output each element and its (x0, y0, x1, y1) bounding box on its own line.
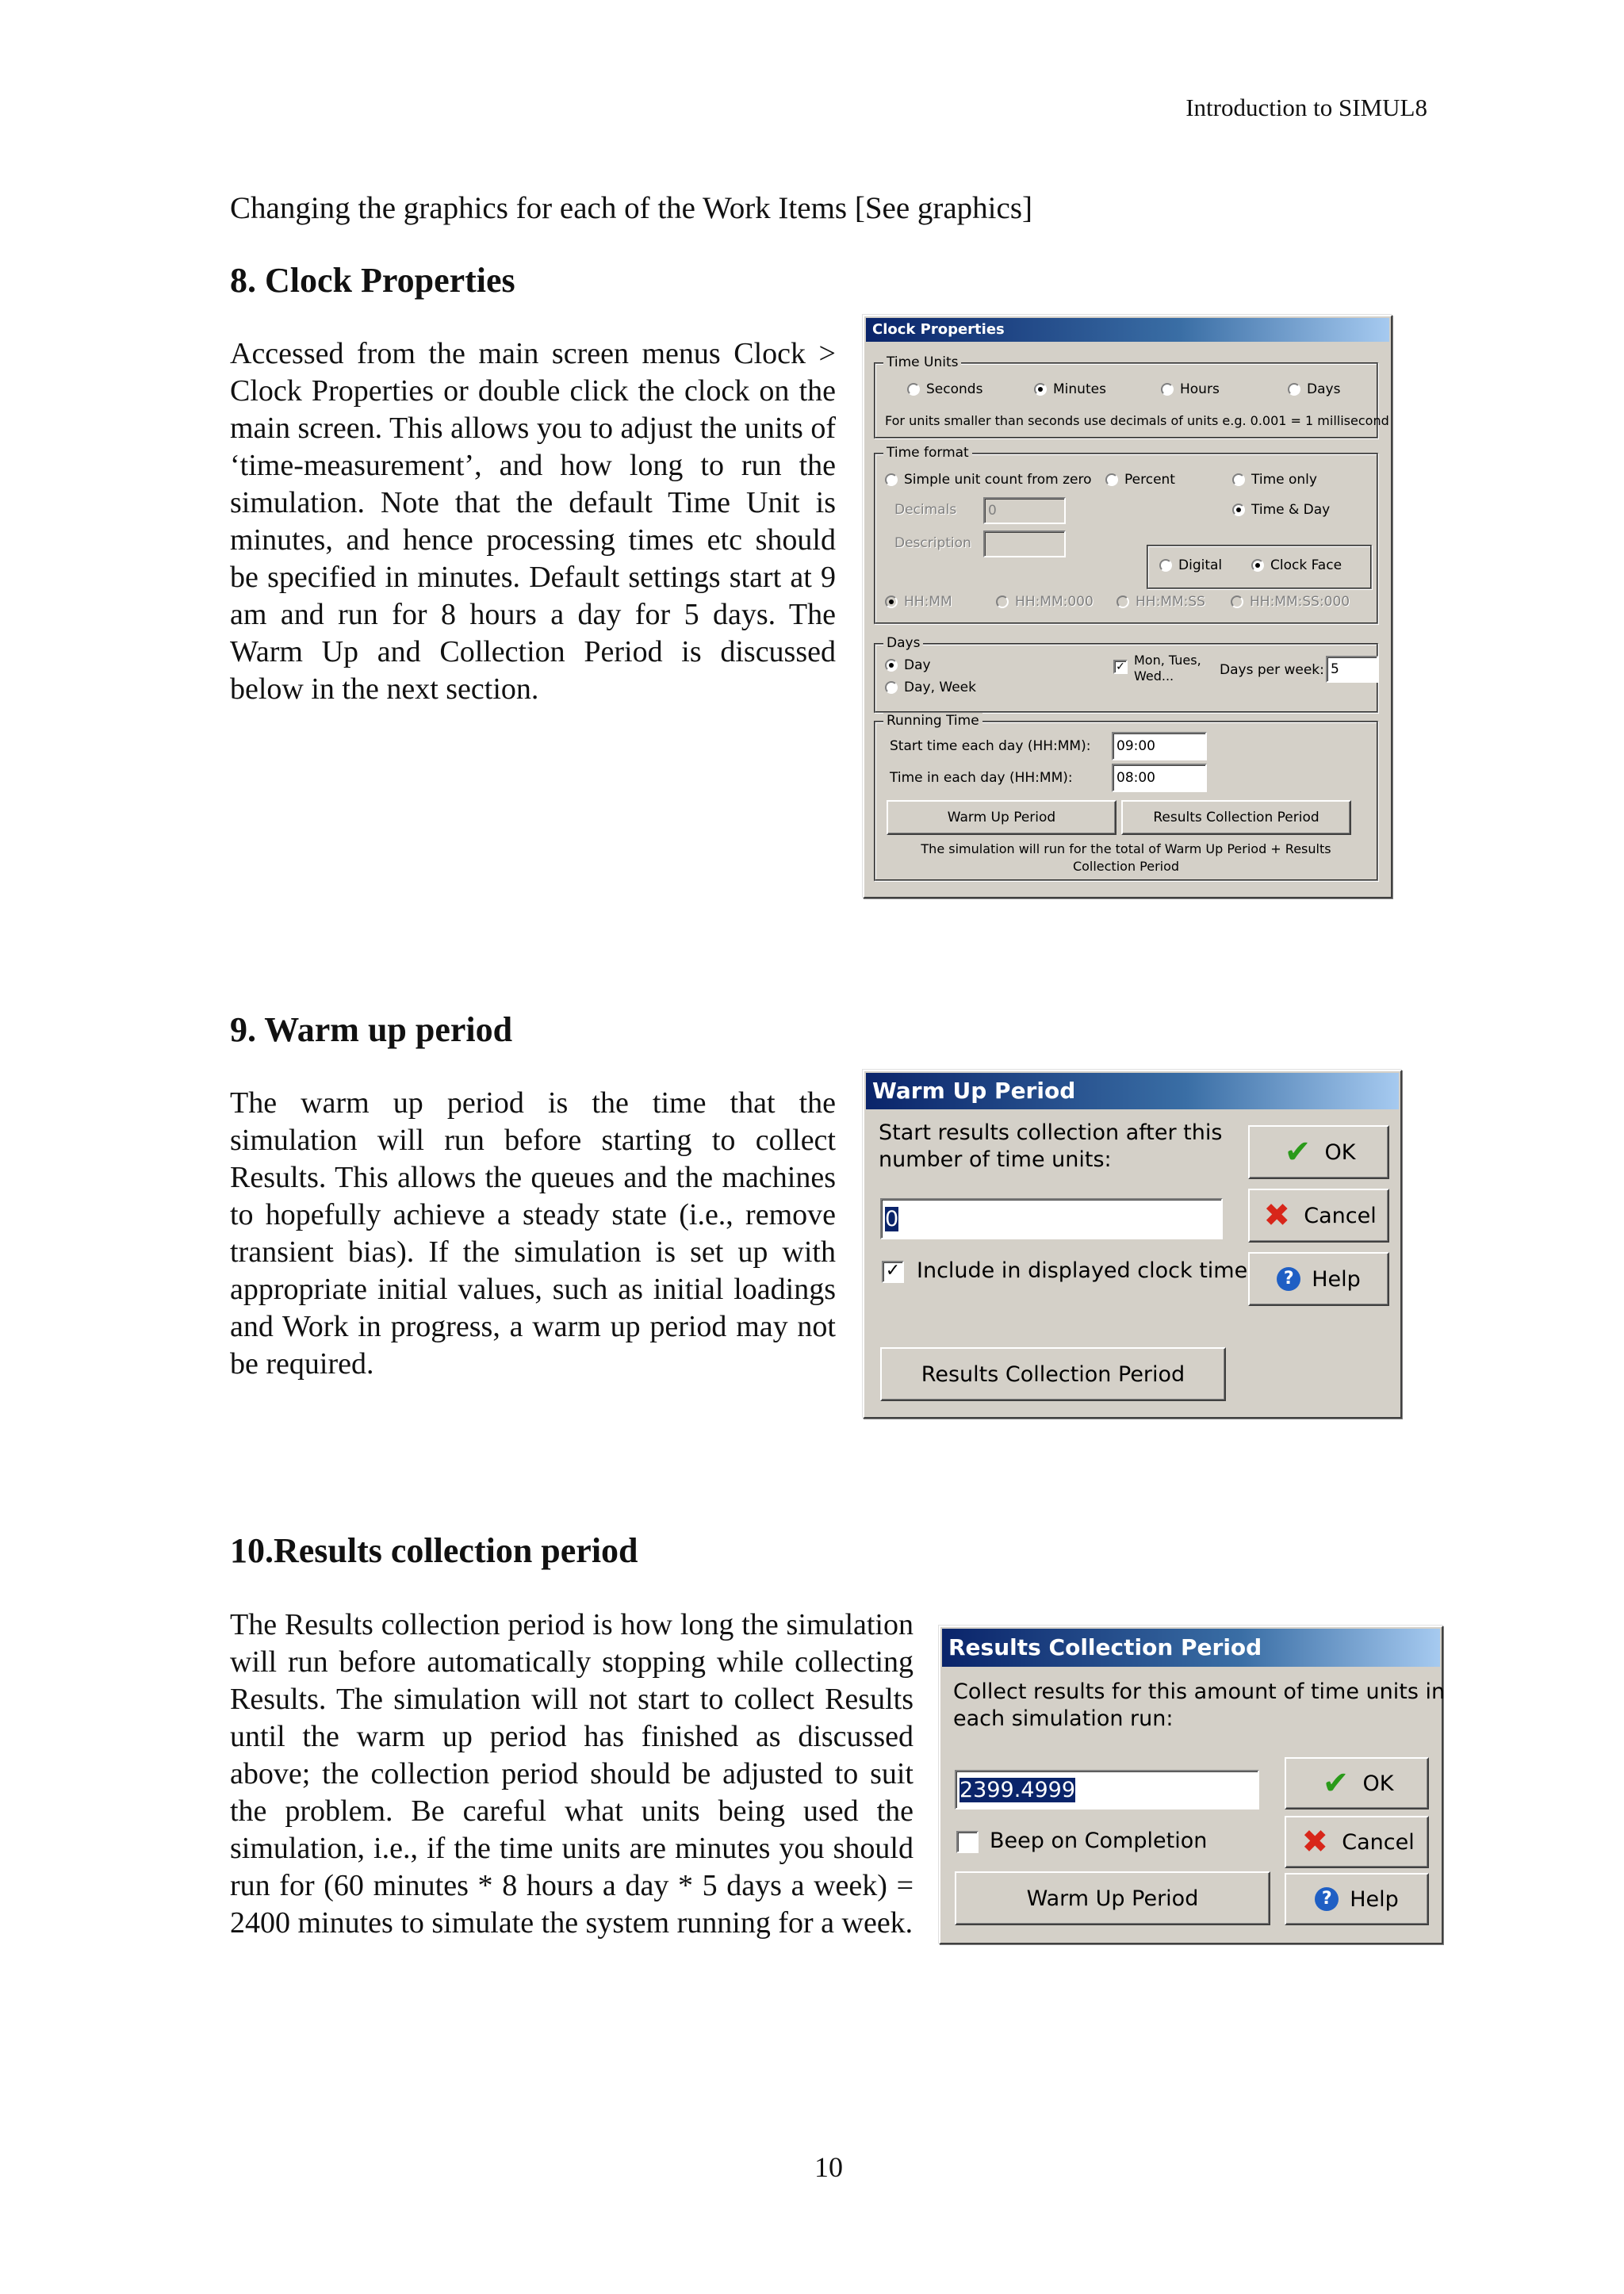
beep-on-completion-checkbox[interactable] (956, 1829, 979, 1853)
lead-text: Changing the graphics for each of the Work Items [See graphics] (230, 191, 1032, 225)
format-hhmmss-radio[interactable]: HH:MM:SS (1116, 594, 1205, 610)
wed-label: Wed... (1134, 668, 1174, 684)
running-time-group-title: Running Time (883, 713, 982, 729)
section-body-warmup: The warm up period is the time that the simulation will run before starting to collect Results. This allows the queues and the machines to hopefully achieve a steady state (i.e., remove transient bias). If the simulation is set up with appropriate initial values, such as initial loadings and Work in progress, a warm up period may not be required. (230, 1086, 836, 1381)
check-icon: ✔ (1284, 1134, 1312, 1170)
warm-up-value-field[interactable] (880, 1198, 1223, 1239)
radio-icon (885, 681, 898, 694)
warm-up-period-button[interactable] (955, 1871, 1270, 1925)
radio-icon (1116, 596, 1129, 608)
format-percent-radio[interactable]: Percent (1105, 472, 1175, 488)
mon-tues-wed-checkbox[interactable] (1113, 659, 1128, 675)
section-body-results: The Results collection period is how long the simulation will run before automatically stopping while collecting Results. The simulation will not start to collect Results until the warm up period has finished as discussed above; the collection period should be adjusted to suit the problem. Be careful what units being used the simulation, i.e., if the time units are minutes you should run for (60 minutes * 8 hours a day * 5 days a week) = 2400 minutes to simulate the system running for a week. (230, 1608, 914, 1940)
time-units-group (874, 354, 1389, 439)
format-time-only-radio[interactable]: Time only (1232, 472, 1317, 488)
warm-up-period-button-label: Warm Up Period (1026, 1886, 1199, 1911)
radio-selected-icon (1034, 383, 1047, 396)
ok-button[interactable] (1248, 1125, 1389, 1179)
question-icon: ? (1277, 1267, 1300, 1291)
days-group (874, 635, 1378, 713)
days-per-week-label: Days per week: (1220, 662, 1324, 678)
radio-selected-icon (885, 596, 898, 608)
results-prompt-line-1: Collect results for this amount of time units in (953, 1679, 1446, 1704)
section-body-clock: Accessed from the main screen menus Clock > Clock Properties or double click the clock on the main screen. This allows you to adjust the units of ‘time-measurement’, and how long to run the simulation. Note that the default Time Unit is minutes, and hence processing times etc should be specified in minutes. Default settings start at 9 am and run for 8 hours a day for 5 days. The Warm Up and Collection Period is discussed below in the next section. (230, 337, 836, 706)
footer-note-line-1: The simulation will run for the total of Warm Up Period + Results (921, 841, 1331, 856)
mon-tues-label: Mon, Tues, (1134, 653, 1201, 668)
results-value-field[interactable] (955, 1770, 1259, 1810)
x-icon: ✖ (1301, 1824, 1329, 1860)
day-radio[interactable]: Day (885, 657, 931, 673)
radio-icon (996, 596, 1009, 608)
unit-minutes-radio[interactable]: Minutes (1034, 381, 1106, 397)
running-time-group (874, 713, 1378, 881)
ok-button-label: OK (1362, 1771, 1394, 1796)
format-simple-radio[interactable]: Simple unit count from zero (885, 472, 1092, 488)
results-prompt-line-2: each simulation run: (953, 1706, 1174, 1731)
clock-style-group (1147, 545, 1372, 589)
results-value-text: 2399.4999 (959, 1777, 1076, 1802)
radio-icon (907, 383, 920, 396)
unit-days-radio[interactable]: Days (1288, 381, 1340, 397)
results-collection-period-button[interactable] (880, 1347, 1226, 1401)
radio-selected-icon (1251, 559, 1264, 572)
day-week-radio[interactable]: Day, Week (885, 680, 976, 695)
cancel-button[interactable] (1285, 1816, 1429, 1868)
help-button-label: Help (1312, 1266, 1361, 1292)
time-each-day-label: Time in each day (HH:MM): (890, 770, 1073, 786)
radio-icon (1231, 596, 1243, 608)
question-icon: ? (1315, 1887, 1339, 1911)
cancel-button-label: Cancel (1304, 1203, 1377, 1228)
time-format-group (874, 445, 1378, 624)
radio-icon (1232, 473, 1245, 486)
format-time-day-radio[interactable]: Time & Day (1232, 502, 1330, 518)
radio-icon (1288, 383, 1300, 396)
time-format-group-title: Time format (883, 445, 972, 461)
results-dialog-title: Results Collection Period (942, 1629, 1440, 1667)
radio-selected-icon (1232, 504, 1245, 516)
section-heading-clock: 8. Clock Properties (230, 261, 515, 300)
section-heading-warmup: 9. Warm up period (230, 1010, 513, 1049)
radio-icon (1161, 383, 1174, 396)
radio-icon (885, 473, 898, 486)
units-note: For units smaller than seconds use decimals of units e.g. 0.001 = 1 millisecond (885, 413, 1389, 428)
warm-up-period-dialog (863, 1070, 1402, 1419)
help-button-label: Help (1350, 1886, 1399, 1912)
running-header: Introduction to SIMUL8 (1185, 94, 1427, 121)
unit-hours-radio[interactable]: Hours (1161, 381, 1220, 397)
format-hhmm-radio[interactable]: HH:MM (885, 594, 952, 610)
warm-up-period-button[interactable] (887, 800, 1116, 835)
checkbox-checked-icon: ✓ (1113, 660, 1128, 674)
warm-prompt-line-2: number of time units: (879, 1147, 1112, 1172)
clock-dialog-title: Clock Properties (866, 318, 1389, 342)
page-number: 10 (814, 2151, 843, 2183)
section-heading-results: 10.Results collection period (230, 1531, 638, 1570)
include-clock-time-checkbox[interactable] (882, 1258, 904, 1283)
check-icon: ✔ (1322, 1765, 1350, 1802)
checkbox-icon (956, 1831, 979, 1853)
warm-up-value-text: 0 (885, 1206, 899, 1231)
help-button[interactable] (1248, 1252, 1389, 1306)
start-time-label: Start time each day (HH:MM): (890, 738, 1091, 754)
ok-button-label: OK (1324, 1139, 1356, 1165)
beep-on-completion-label: Beep on Completion (990, 1829, 1208, 1853)
results-collection-period-button[interactable] (1121, 800, 1351, 835)
start-time-field[interactable]: 09:00 (1112, 732, 1207, 760)
clock-properties-dialog (863, 315, 1392, 898)
warm-dialog-title: Warm Up Period (866, 1073, 1399, 1109)
ok-button[interactable] (1285, 1757, 1429, 1810)
cancel-button-label: Cancel (1342, 1829, 1415, 1855)
results-collection-period-button-label: Results Collection Period (921, 1361, 1185, 1387)
checkbox-checked-icon: ✓ (882, 1261, 904, 1283)
results-collection-period-dialog (939, 1626, 1446, 1944)
days-per-week-field[interactable]: 5 (1326, 656, 1378, 683)
radio-icon (1159, 559, 1172, 572)
warm-prompt-line-1: Start results collection after this (879, 1120, 1223, 1145)
decimals-field[interactable]: 0 (983, 497, 1066, 524)
clock-face-radio[interactable]: Clock Face (1251, 557, 1342, 573)
footer-note-line-2: Collection Period (1072, 859, 1180, 874)
include-clock-time-label: Include in displayed clock time (917, 1258, 1248, 1283)
radio-selected-icon (885, 659, 898, 672)
unit-seconds-radio[interactable]: Seconds (907, 381, 982, 397)
days-group-title: Days (883, 635, 923, 651)
description-field[interactable] (983, 530, 1066, 557)
warm-up-period-button-label: Warm Up Period (947, 810, 1056, 825)
description-label: Description (894, 535, 971, 551)
time-each-day-field[interactable]: 08:00 (1112, 764, 1207, 792)
digital-radio[interactable]: Digital (1159, 557, 1222, 573)
decimals-label: Decimals (894, 502, 957, 518)
format-hhmm000-radio[interactable]: HH:MM:000 (996, 594, 1094, 610)
x-icon: ✖ (1263, 1197, 1291, 1234)
help-button[interactable] (1285, 1873, 1429, 1925)
results-collection-period-button-label: Results Collection Period (1153, 810, 1320, 825)
time-units-group-title: Time Units (883, 354, 961, 370)
radio-icon (1105, 473, 1118, 486)
format-hhmmss000-radio[interactable]: HH:MM:SS:000 (1231, 594, 1350, 610)
cancel-button[interactable] (1248, 1189, 1389, 1243)
